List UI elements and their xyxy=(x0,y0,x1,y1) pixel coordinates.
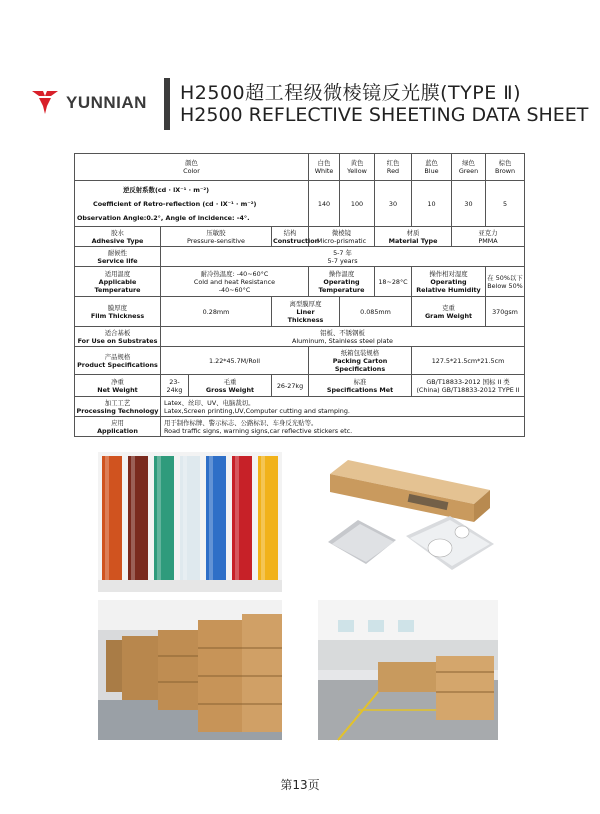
construction-value: 微棱镜 Micro-prismatic xyxy=(309,227,375,247)
film-thickness-value: 0.28mm xyxy=(161,297,272,327)
carton-spec-value: 127.5*21.5cm*21.5cm xyxy=(412,347,525,375)
table-row xyxy=(75,227,525,247)
substrate-value: 铝板、不锈钢板 Aluminum, Stainless steel plate xyxy=(161,327,525,347)
carton-box-image xyxy=(318,452,498,592)
applicable-temp-label: 适用温度 Applicable Temperature xyxy=(75,267,161,297)
construction-label: 结构 Construction xyxy=(273,228,320,245)
humidity-label: 操作相对湿度 Operating Relative Humidity xyxy=(412,267,486,297)
retro-reflection-label: 逆反射系数(cd · lX⁻¹ · m⁻²) Coefficient of Retro-reflection (cd · lX⁻¹ · m⁻²) Observation Angle:0.2°, Angle of incidence: -4°. xyxy=(75,181,309,227)
table-row xyxy=(75,327,525,347)
standard-value: GB/T18833-2012 国标 II 类 (China) GB/T18833-2012 TYPE II xyxy=(412,375,525,397)
product-rolls-photo xyxy=(98,452,282,592)
adhesive-value: 压敏胶 Pressure-sensitive xyxy=(161,227,272,247)
standard-label: 标准 Specifications Met xyxy=(309,375,412,397)
roll-highlight xyxy=(105,456,109,584)
material-label: 材质 Material Type xyxy=(375,227,452,247)
applicable-temp-value: 耐冷热温度: -40~60°C Cold and heat Resistance -40~60°C xyxy=(161,267,309,297)
gram-weight-label: 克重 Gram Weight xyxy=(412,297,486,327)
humidity-value: 在 50%以下 Below 50% xyxy=(486,267,525,297)
roll-highlight xyxy=(235,456,239,584)
retro-value-red: 30 xyxy=(375,181,412,227)
gross-weight-label: 毛重 Gross Weight xyxy=(189,375,272,397)
substrate-label: 适合基板 For Use on Substrates xyxy=(75,327,161,347)
color-white: 白色 White xyxy=(309,154,340,181)
factory-floor-photo xyxy=(318,600,498,740)
application-value: 用于制作标牌、警示标志、公路标识、车身反光贴等。 Road traffic signs, warning signs,car reflective stickers etc. xyxy=(161,417,525,437)
roll-highlight xyxy=(209,456,213,584)
net-weight-value: 23-24kg xyxy=(161,375,189,397)
operating-temp-value: 18~28°C xyxy=(375,267,412,297)
retro-value-green: 30 xyxy=(452,181,486,227)
title-bar-accent xyxy=(164,78,170,130)
table-row xyxy=(75,417,525,437)
material-value: 亚克力 PMMA xyxy=(452,227,525,247)
title-english: H2500 REFLECTIVE SHEETING DATA SHEET xyxy=(180,104,589,126)
film-thickness-label: 膜厚度 Film Thickness xyxy=(75,297,161,327)
roll-highlight xyxy=(131,456,135,584)
carton-spec-label: 纸箱包装规格 Packing Carton Specifications xyxy=(309,347,412,375)
table-row xyxy=(75,297,525,327)
table-row xyxy=(75,181,525,227)
net-weight-label: 净重 Net Weight xyxy=(75,375,161,397)
roll-highlight xyxy=(261,456,265,584)
color-header: 颜色 Color xyxy=(75,154,309,181)
retro-value-brown: 5 xyxy=(486,181,525,227)
roll-highlight xyxy=(183,456,187,584)
operating-temp-label: 操作温度 Operating Temperature xyxy=(309,267,375,297)
title-chinese: H2500超工程级微棱镜反光膜(TYPE Ⅱ) xyxy=(180,82,522,104)
table-row xyxy=(75,154,525,181)
table-row xyxy=(75,397,525,417)
warehouse-boxes-image xyxy=(98,600,282,740)
retro-value-yellow: 100 xyxy=(340,181,375,227)
adhesive-label: 胶水 Adhesive Type xyxy=(75,227,161,247)
processing-label: 加工工艺 Processing Technology xyxy=(75,397,161,417)
gross-weight-value: 26-27kg xyxy=(272,375,309,397)
logo-text: YUNNIAN xyxy=(66,93,147,112)
spec-table xyxy=(74,153,525,437)
service-life-value: 5-7 年 5-7 years xyxy=(161,247,525,267)
color-yellow: 黄色 Yellow xyxy=(340,154,375,181)
packaging-samples-photo xyxy=(318,452,498,592)
table-row xyxy=(75,375,525,397)
product-spec-value: 1.22*45.7M/Roll xyxy=(161,347,309,375)
reflective-rolls-image xyxy=(98,452,282,592)
table-row xyxy=(75,347,525,375)
logo-mark-icon xyxy=(30,88,60,116)
page-header xyxy=(0,72,600,132)
color-green: 绿色 Green xyxy=(452,154,486,181)
processing-value: Latex、丝印、UV、电脑裁切。 Latex,Screen printing,UV,Computer cutting and stamping. xyxy=(161,397,525,417)
color-blue: 蓝色 Blue xyxy=(412,154,452,181)
application-label: 应用 Application xyxy=(75,417,161,437)
roll-highlight xyxy=(157,456,161,584)
table-row xyxy=(75,267,525,297)
retro-value-white: 140 xyxy=(309,181,340,227)
page-number: 第13页 xyxy=(280,778,320,792)
color-brown: 棕色 Brown xyxy=(486,154,525,181)
factory-interior-image xyxy=(318,600,498,740)
color-red: 红色 Red xyxy=(375,154,412,181)
company-logo xyxy=(30,88,170,118)
table-row xyxy=(75,247,525,267)
product-spec-label: 产品规格 Product Specifications xyxy=(75,347,161,375)
retro-value-blue: 10 xyxy=(412,181,452,227)
warehouse-stock-photo xyxy=(98,600,282,740)
liner-thickness-label: 离型膜厚度 Liner Thickness xyxy=(272,297,340,327)
liner-thickness-value: 0.085mm xyxy=(340,297,412,327)
service-life-label: 耐候性 Service life xyxy=(75,247,161,267)
gram-weight-value: 370gsm xyxy=(486,297,525,327)
